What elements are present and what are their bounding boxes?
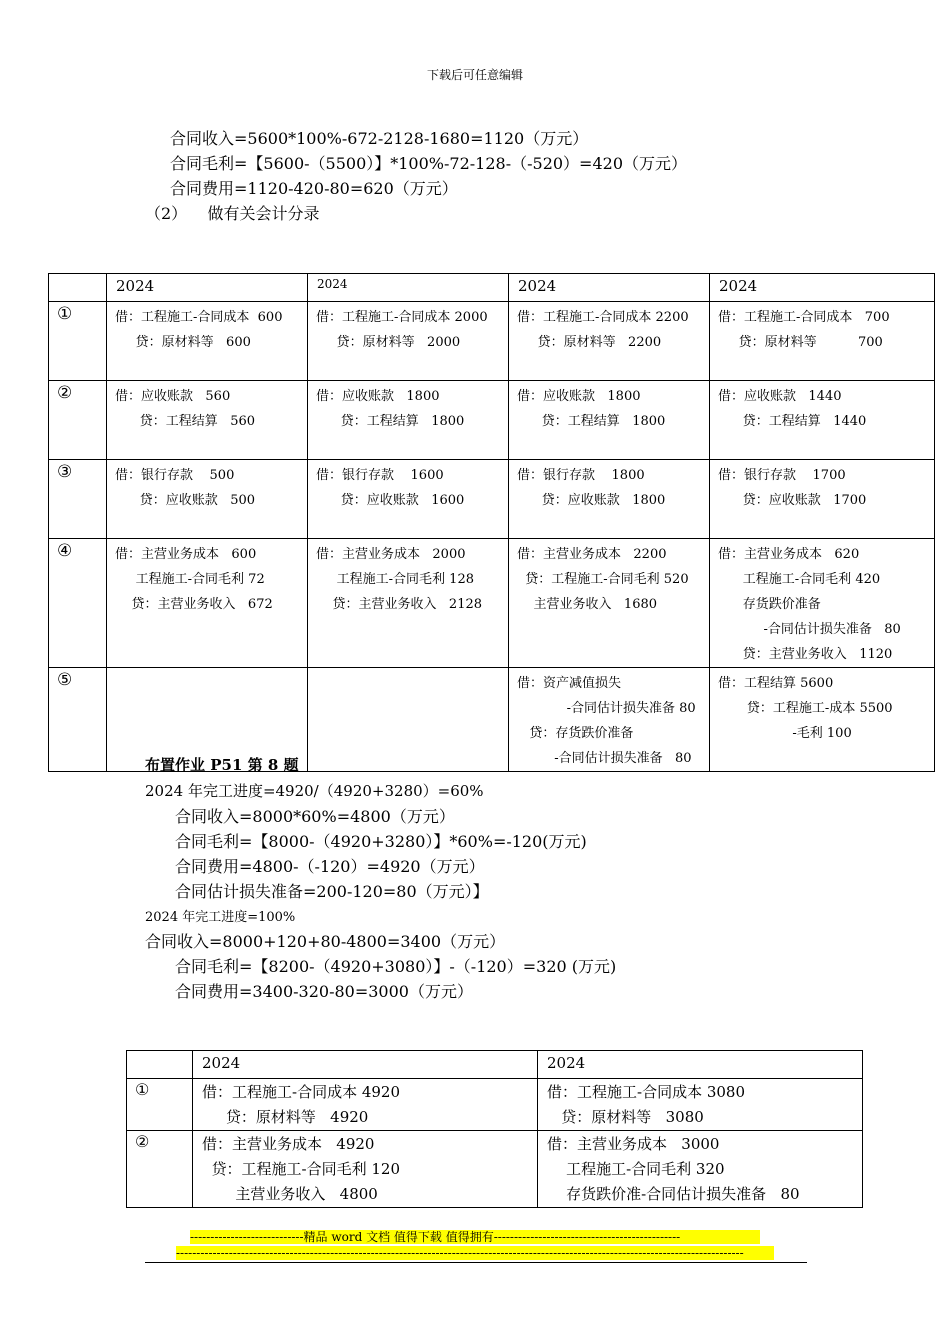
entry-line: -合同估计损失准备 80 [517, 701, 696, 716]
homework-calc-line: 合同费用=3400-320-80=3000（万元） [175, 982, 473, 1001]
header-cell-year: 2024 [710, 274, 935, 302]
homework-progress-1: 2024 年完工进度=4920/（4920+3280）=60% [145, 782, 484, 800]
homework-progress-2: 2024 年完工进度=100% [145, 910, 296, 925]
entry-line: 贷：原材料等 4920 [202, 1108, 369, 1126]
entry-cell [107, 381, 308, 460]
entry-line: 主营业务收入 4800 [202, 1185, 378, 1203]
header-cell-year: 2024 [308, 274, 509, 302]
entry-cell [308, 460, 509, 539]
footer-banner-line-2: -------------------------------------------------------------------------------------------------------------------------------------------- [176, 1246, 774, 1260]
table-row [49, 302, 935, 381]
entry-line: 借：主营业务成本 620 [718, 547, 860, 562]
header-cell-empty [49, 274, 107, 302]
entry-cell [308, 381, 509, 460]
entry-line: 借：工程施工-合同成本 600 [115, 310, 283, 325]
entry-cell [710, 381, 935, 460]
entry-line: 贷：应收账款 1600 [316, 493, 465, 508]
table-row [49, 460, 935, 539]
entry-cell [107, 460, 308, 539]
entry-line: 贷：工程施工-合同毛利 120 [202, 1160, 401, 1178]
entry-line: 借：主营业务成本 2200 [517, 547, 667, 562]
row-number: ② [49, 381, 107, 460]
entry-cell [509, 668, 710, 772]
table-header-row [127, 1051, 863, 1079]
entry-cell [308, 539, 509, 668]
header-cell-year: 2024 [538, 1051, 863, 1079]
footer-banner-line-1: ----------------------------精品 word 文档 值得下载 值得拥有---------------------------------------------- [190, 1230, 760, 1244]
homework-calc-line: 合同收入=8000+120+80-4800=3400（万元） [145, 932, 506, 951]
entry-cell [509, 539, 710, 668]
entry-line: 贷：工程结算 1800 [517, 414, 666, 429]
homework-title: 布置作业 P51 第 8 题 [145, 756, 299, 774]
entry-cell [710, 668, 935, 772]
entry-line: 借：主营业务成本 3000 [547, 1135, 720, 1153]
header-cell-year: 2024 [193, 1051, 538, 1079]
entry-cell [538, 1079, 863, 1131]
row-number: ① [127, 1079, 193, 1131]
entry-cell [308, 302, 509, 381]
entry-line: 贷：存货跌价准备 [517, 726, 634, 741]
entry-line: 工程施工-合同毛利 420 [718, 572, 881, 587]
entry-line: 贷：工程施工-成本 5500 [718, 701, 893, 716]
entry-line: 借：资产减值损失 [517, 676, 622, 691]
intro-line-gross-profit: 合同毛利=【5600-（5500）】*100%-72-128-（-520）=420（万元） [170, 154, 688, 173]
entry-line: 借：主营业务成本 4920 [202, 1135, 375, 1153]
entry-line: 借：银行存款 1600 [316, 468, 444, 483]
entry-line: 贷：主营业务收入 672 [115, 597, 273, 612]
row-number: ④ [49, 539, 107, 668]
entry-cell [710, 539, 935, 668]
entry-line: 借：应收账款 1440 [718, 389, 842, 404]
entry-line: 贷：主营业务收入 1120 [718, 647, 893, 662]
page-header: 下载后可任意编辑 [426, 68, 523, 82]
entry-cell [107, 302, 308, 381]
entry-line: 贷：应收账款 500 [115, 493, 256, 508]
homework-calc-line: 合同毛利=【8200-（4920+3080）】-（-120）=320 (万元) [175, 957, 617, 976]
entry-line: 借：工程施工-合同成本 700 [718, 310, 890, 325]
entry-line: 借：银行存款 500 [115, 468, 235, 483]
entry-cell [509, 381, 710, 460]
entry-cell [509, 302, 710, 381]
intro-subheading: （2） 做有关会计分录 [145, 204, 320, 223]
entry-cell [107, 539, 308, 668]
entry-line: 贷：工程结算 1440 [718, 414, 867, 429]
header-cell-year: 2024 [509, 274, 710, 302]
footer-rule [145, 1262, 807, 1263]
row-number: ② [127, 1131, 193, 1208]
entry-line: -合同估计损失准备 80 [517, 751, 692, 766]
entry-line: 借：工程施工-合同成本 2000 [316, 310, 488, 325]
entry-line: 贷：原材料等 2200 [517, 335, 662, 350]
entry-line: 工程施工-合同毛利 128 [316, 572, 474, 587]
entry-line: 贷：原材料等 700 [718, 335, 883, 350]
entry-line: 存货跌价准备 [718, 597, 821, 612]
table-header-row [49, 274, 935, 302]
entry-line: 贷：应收账款 1700 [718, 493, 867, 508]
entry-line: 借：工程结算 5600 [718, 676, 834, 691]
entry-line: -合同估计损失准备 80 [718, 622, 901, 637]
homework-calc-line: 合同毛利=【8000-（4920+3280）】*60%=-120(万元) [175, 832, 587, 851]
entry-line: 贷：应收账款 1800 [517, 493, 666, 508]
entry-cell [308, 668, 509, 772]
intro-line-revenue: 合同收入=5600*100%-672-2128-1680=1120（万元） [170, 129, 589, 148]
row-number: ① [49, 302, 107, 381]
entry-cell [193, 1131, 538, 1208]
homework-calc-line: 合同估计损失准备=200-120=80（万元）】 [175, 882, 489, 901]
entry-line: 借：主营业务成本 2000 [316, 547, 466, 562]
entry-cell [710, 302, 935, 381]
journal-table-1 [48, 273, 935, 772]
entry-line: 工程施工-合同毛利 320 [547, 1160, 725, 1178]
header-cell-year: 2024 [107, 274, 308, 302]
homework-calc-line: 合同收入=8000*60%=4800（万元） [175, 807, 455, 826]
row-number: ⑤ [49, 668, 107, 772]
entry-line: -毛利 100 [718, 726, 852, 741]
entry-line: 贷：原材料等 2000 [316, 335, 461, 350]
table-row [127, 1131, 863, 1208]
table-row [127, 1079, 863, 1131]
entry-line: 贷：工程结算 1800 [316, 414, 465, 429]
table-row [49, 381, 935, 460]
entry-line: 贷：原材料等 600 [115, 335, 251, 350]
homework-calc-line: 合同费用=4800-（-120）=4920（万元） [175, 857, 485, 876]
entry-line: 借：应收账款 1800 [316, 389, 440, 404]
entry-cell [538, 1131, 863, 1208]
entry-line: 借：银行存款 1800 [517, 468, 645, 483]
entry-line: 借：工程施工-合同成本 3080 [547, 1083, 746, 1101]
intro-line-expense: 合同费用=1120-420-80=620（万元） [170, 179, 458, 198]
entry-line: 工程施工-合同毛利 72 [115, 572, 265, 587]
entry-line: 借：银行存款 1700 [718, 468, 846, 483]
entry-line: 贷：原材料等 3080 [547, 1108, 704, 1126]
entry-line: 借：应收账款 1800 [517, 389, 641, 404]
entry-cell [509, 460, 710, 539]
entry-line: 借：工程施工-合同成本 2200 [517, 310, 689, 325]
entry-line: 借：工程施工-合同成本 4920 [202, 1083, 401, 1101]
table-row [49, 539, 935, 668]
entry-line: 借：主营业务成本 600 [115, 547, 257, 562]
entry-line: 借：应收账款 560 [115, 389, 231, 404]
entry-line: 贷：主营业务收入 2128 [316, 597, 483, 612]
journal-table-2 [126, 1050, 863, 1208]
entry-line: 存货跌价准-合同估计损失准备 80 [547, 1185, 800, 1203]
entry-cell [710, 460, 935, 539]
entry-cell [193, 1079, 538, 1131]
header-cell-empty [127, 1051, 193, 1079]
entry-line: 贷：工程结算 560 [115, 414, 256, 429]
entry-line: 主营业务收入 1680 [517, 597, 658, 612]
row-number: ③ [49, 460, 107, 539]
entry-line: 贷：工程施工-合同毛利 520 [517, 572, 689, 587]
